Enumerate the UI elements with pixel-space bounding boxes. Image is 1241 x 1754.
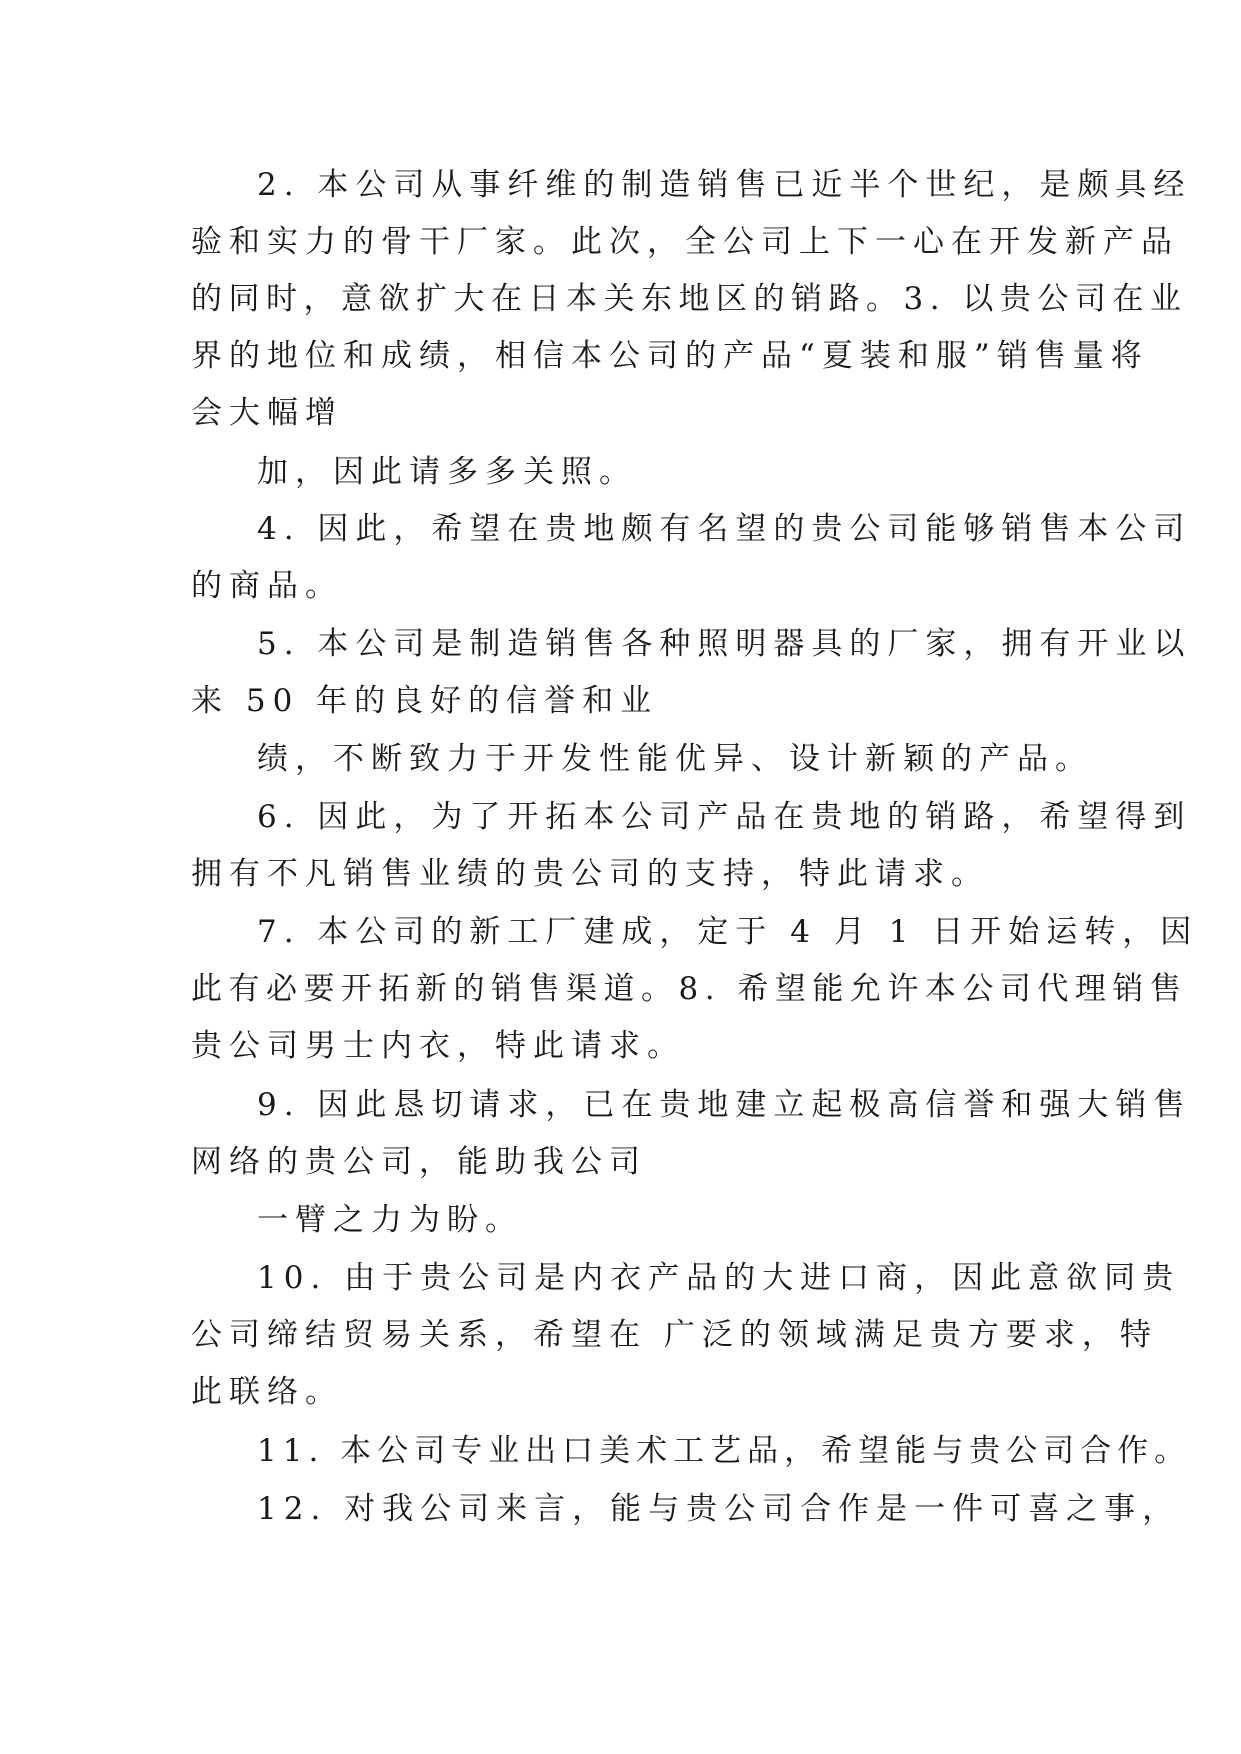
text-line: 4. 因此，希望在贵地颇有名望的贵公司能够销售本公司 xyxy=(257,511,1192,547)
text-line: 此有必要开拓新的销售渠道。8. 希望能允许本公司代理销售 xyxy=(191,971,1188,1007)
text-line: 公司缔结贸易关系，希望在 广泛的领域满足贵方要求，特 xyxy=(191,1317,1158,1353)
text-line: 12. 对我公司来言，能与贵公司合作是一件可喜之事， xyxy=(257,1491,1181,1527)
text-line: 此联络。 xyxy=(191,1374,343,1410)
text-line: 7. 本公司的新工厂建成，定于 4 月 1 日开始运转，因 xyxy=(257,914,1199,950)
text-line: 网络的贵公司，能助我公司 xyxy=(191,1144,647,1180)
text-line: 一臂之力为盼。 xyxy=(257,1202,523,1238)
text-line: 2. 本公司从事纤维的制造销售已近半个世纪，是颇具经 xyxy=(257,167,1192,203)
text-line: 9. 因此恳切请求，已在贵地建立起极高信誉和强大销售 xyxy=(257,1087,1192,1123)
text-line: 11. 本公司专业出口美术工艺品，希望能与贵公司合作。 xyxy=(257,1433,1192,1469)
text-line: 的同时，意欲扩大在日本关东地区的销路。3. 以贵公司在业 xyxy=(191,281,1188,317)
text-line: 拥有不凡销售业绩的贵公司的支持，特此请求。 xyxy=(191,856,989,892)
text-line: 贵公司男士内衣，特此请求。 xyxy=(191,1028,685,1064)
text-line: 加，因此请多多关照。 xyxy=(257,454,637,490)
text-line: 5. 本公司是制造销售各种照明器具的厂家，拥有开业以 xyxy=(257,626,1192,662)
text-line: 10. 由于贵公司是内衣产品的大进口商，因此意欲同贵 xyxy=(257,1260,1181,1296)
text-line: 来 50 年的良好的信誉和业 xyxy=(191,683,659,719)
text-line: 的商品。 xyxy=(191,568,343,604)
text-line: 验和实力的骨干厂家。此次，全公司上下一心在开发新产品 xyxy=(191,224,1179,260)
text-line: 绩，不断致力于开发性能优异、设计新颖的产品。 xyxy=(257,741,1093,777)
text-line: 6. 因此，为了开拓本公司产品在贵地的销路，希望得到 xyxy=(257,799,1192,835)
text-line: 界的地位和成绩，相信本公司的产品“夏装和服”销售量将 xyxy=(191,338,1149,374)
text-line: 会大幅增 xyxy=(191,395,343,431)
